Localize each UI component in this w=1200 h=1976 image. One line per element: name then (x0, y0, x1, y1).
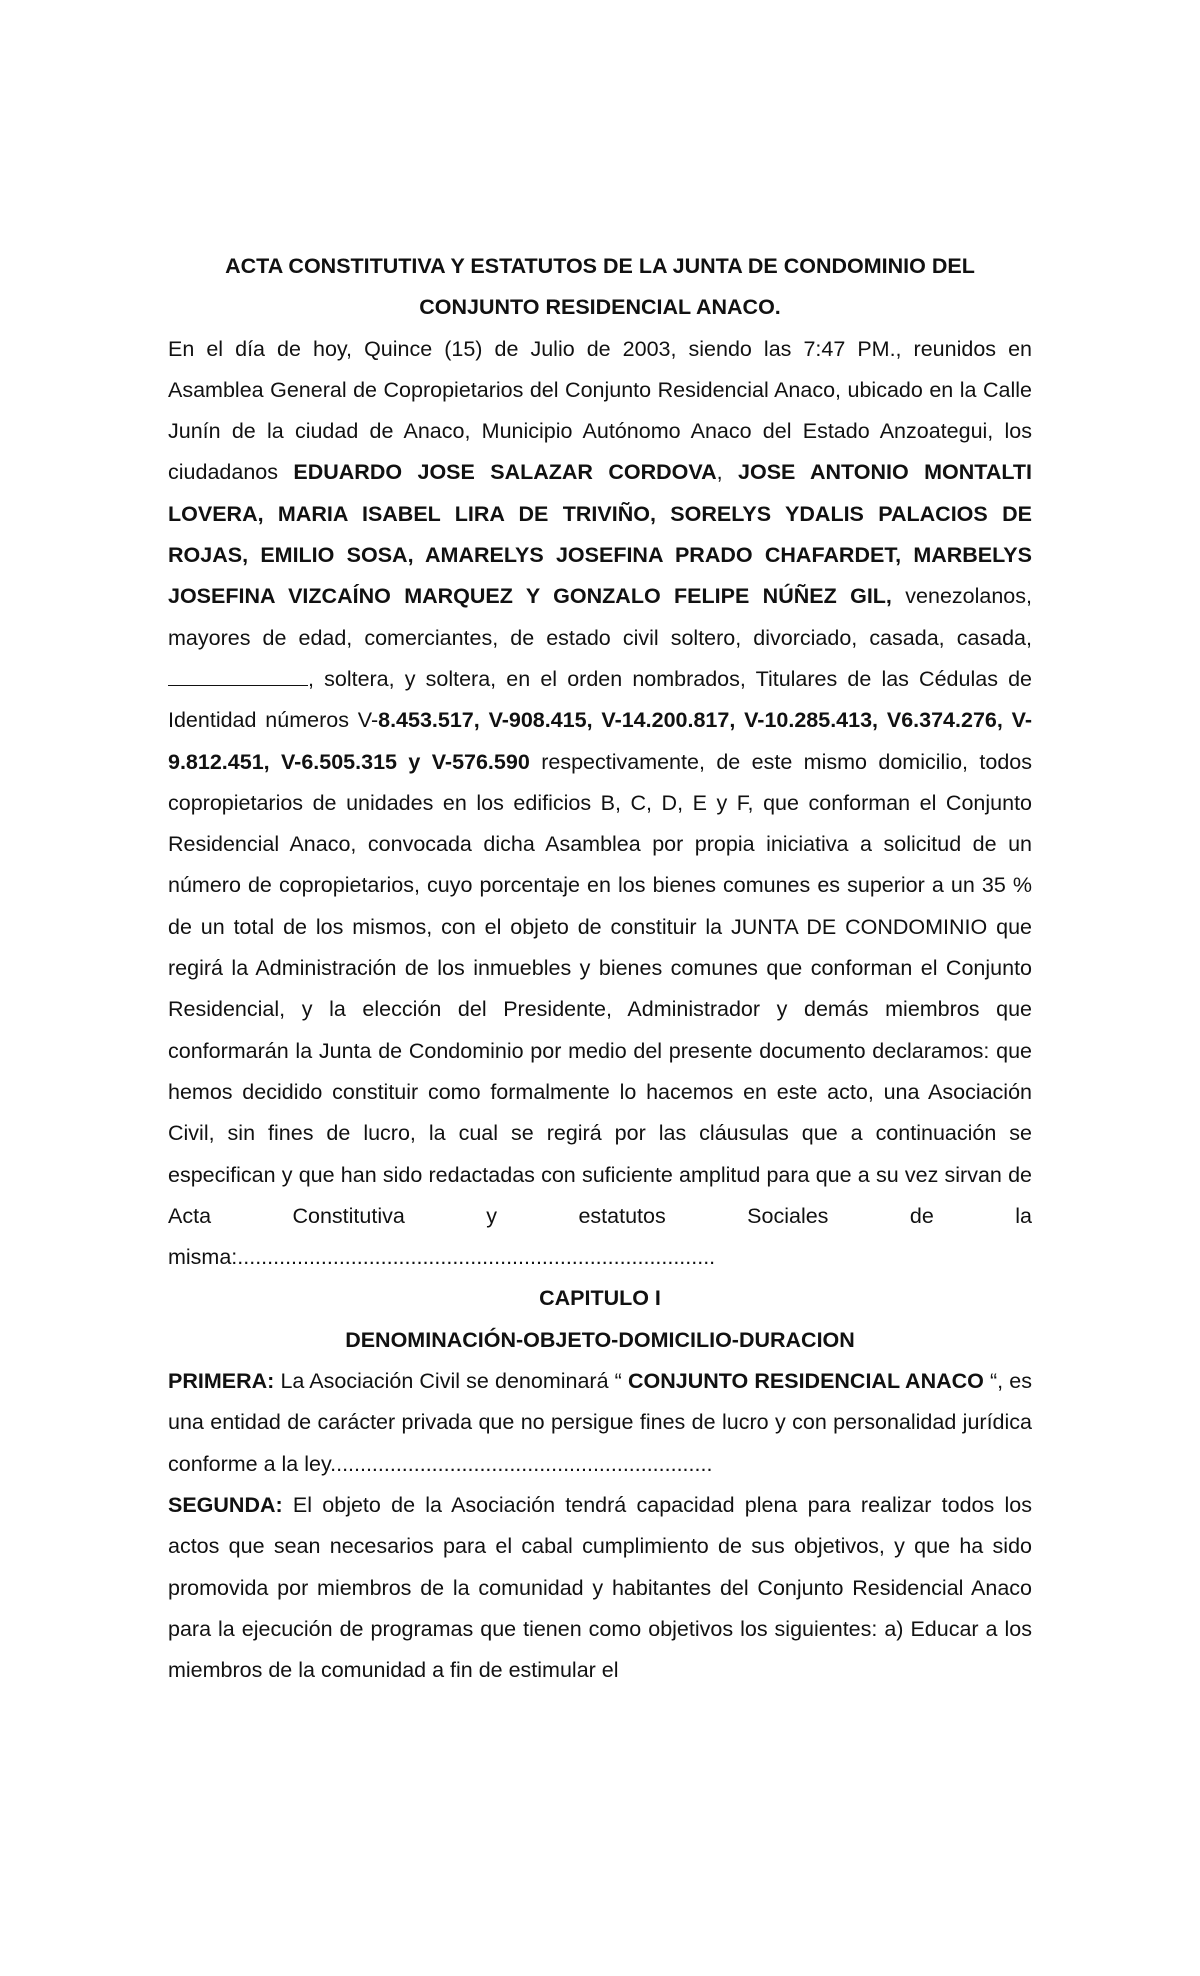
clause-primera-text-1: La Asociación Civil se denominará “ (274, 1369, 628, 1394)
clause-primera (168, 1361, 1032, 1485)
intro-names-1: EDUARDO JOSE SALAZAR CORDOVA (293, 460, 717, 485)
intro-text-1: En el día de hoy, Quince (15) de Julio de 2003, siendo las 7:47 PM., reunidos en Asamblea General de Copropietarios del Conjunto Residencial Anaco, ubicado en la Calle Junín de la ciudad de Anaco, Municipio Autónomo Anaco del Estado Anzoategui, los ciudadanos (168, 336, 1032, 485)
blank-line (168, 667, 308, 686)
clause-segunda-text: El objeto de la Asociación tendrá capacidad plena para realizar todos los actos que sean necesarios para el cabal cumplimiento de sus objetivos, y que ha sido promovida por miembros de la comunidad y habitantes del Conjunto Residencial Anaco para la ejecución de programas que tienen como objetivos los siguientes: a) Educar a los miembros de la comunidad a fin de estimular el (168, 1492, 1032, 1683)
title-line-1: ACTA CONSTITUTIVA Y ESTATUTOS DE LA JUNTA DE CONDOMINIO DEL (225, 254, 975, 278)
document-title (168, 246, 1032, 329)
clause-segunda-label: SEGUNDA: (168, 1492, 283, 1517)
clause-primera-name: CONJUNTO RESIDENCIAL ANACO (627, 1369, 984, 1394)
chapter-subtitle: DENOMINACIÓN-OBJETO-DOMICILIO-DURACION (345, 1327, 855, 1352)
clause-primera-text-2: “, es una entidad de carácter privada que no persigue fines de lucro y con personalidad jurídica conforme a la ley................................................................ (168, 1369, 1032, 1476)
chapter-heading: CAPITULO I (539, 1286, 661, 1311)
intro-text-3: venezolanos, mayores de edad, comerciantes, de estado civil soltero, divorciado, casada, casada, (168, 584, 1032, 650)
title-line-2: CONJUNTO RESIDENCIAL ANACO. (419, 295, 781, 320)
clause-primera-label: PRIMERA: (168, 1369, 275, 1394)
clause-segunda (168, 1485, 1032, 1691)
intro-id-numbers: 8.453.517, V-908.415, V-14.200.817, V-10.285.413, V6.374.276, V-9.812.451, V-6.505.315 y V-576.590 (168, 708, 1032, 774)
intro-paragraph (168, 329, 1032, 1279)
intro-text-5: respectivamente, de este mismo domicilio, todos copropietarios de unidades en los edificios B, C, D, E y F, que conforman el Conjunto Residencial Anaco, convocada dicha Asamblea por propia iniciativa a solicitud de un número de copropietarios, cuyo porcentaje en los bienes comunes es superior a un 35 % de un total de los mismos, con el objeto de constituir la JUNTA DE CONDOMINIO que regirá la Administración de los inmuebles y bienes comunes que conforman el Conjunto Residencial, y la elección del Presidente, Administrador y demás miembros que conformarán la Junta de Condominio por medio del presente documento declaramos: que hemos decidido constituir como formalmente lo hacemos en este acto, una Asociación Civil, sin fines de lucro, la cual se regirá por las cláusulas que a continuación se especifican y que han sido redactadas con suficiente amplitud para que a su vez sirvan de Acta Constitutiva y estatutos Sociales de la misma:................................................................................ (168, 749, 1032, 1270)
intro-text-2: , (716, 460, 739, 485)
intro-names-2: JOSE ANTONIO MONTALTI LOVERA, MARIA ISABEL LIRA DE TRIVIÑO, SORELYS YDALIS PALACIOS DE ROJAS, EMILIO SOSA, AMARELYS JOSEFINA PRADO CHAFARDET, MARBELYS JOSEFINA VIZCAÍNO MARQUEZ Y GONZALO FELIPE NÚÑEZ GIL, (168, 460, 1033, 609)
intro-text-4: , soltera, y soltera, en el orden nombrados, Titulares de las Cédulas de Identidad números V- (168, 666, 1032, 733)
document-body (168, 246, 1032, 1691)
